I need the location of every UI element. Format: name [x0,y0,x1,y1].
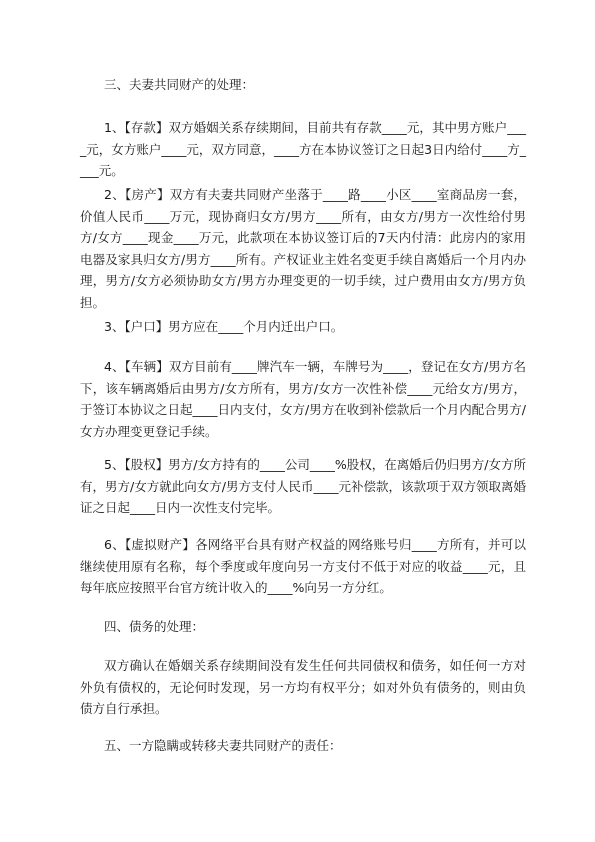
clause-equity: 5、【股权】男方/女方持有的____公司____%股权，在离婚后仍归男方/女方所有，男方/女方就此向女方/男方支付人民币____元补偿款，该款项于双方领取离婚证之日起____日内一次性支付完毕。 [80,457,527,515]
clause-vehicle: 4、【车辆】双方目前有____牌汽车一辆，车牌号为____，登记在女方/男方名下，该车辆离婚后由男方/女方所有，男方/女方一次性补偿____元给女方/男方，于签订本协议之日起____日内支付，女方/男方在收到补偿款后一个月内配合男方/女方办理变更登记手续。 [80,359,526,439]
clause-real-estate: 2、【房产】双方有夫妻共同财产坐落于____路____小区____室商品房一套，价值人民币____万元，现协商归女方/男方____所有，由女方/男方一次性给付男方/女方____现金____万元，此款项在本协议签订后的7天内付清：此房内的家用电器及家具归女方/男方____所有。产权证业主姓名变更手续自离婚后一个月内办理，男方/女方必须协助女方/男方办理变更的一切手续，过户费用由女方/男方负担。 [80,187,526,310]
clause-deposit: 1、【存款】双方婚姻关系存续期间，目前共有存款____元，其中男方账户____元，女方账户____元，双方同意，____方在本协议签订之日起3日内给付____方____元。 [80,120,526,178]
section-heading-debts: 四、债务的处理： [104,619,205,634]
section-heading-concealment-liability: 五、一方隐瞒或转移夫妻共同财产的责任： [104,738,342,753]
section-heading-joint-property: 三、夫妻共同财产的处理： [104,77,255,92]
clause-household-registration: 3、【户口】男方应在____个月内迁出户口。 [104,319,344,334]
debt-paragraph: 双方确认在婚姻关系存续期间没有发生任何共同债权和债务，如任何一方对外负有债权的，无论何时发现，另一方均有权平分；如对外负有债务的，则由负债方自行承担。 [80,658,526,716]
clause-virtual-property: 6、【虚拟财产】各网络平台具有财产权益的网络账号归____方所有，并可以继续使用原有名称，每个季度或年度向另一方支付不低于对应的收益____元，且每年底应按照平台官方统计收入的____%向另一方分红。 [80,537,526,595]
